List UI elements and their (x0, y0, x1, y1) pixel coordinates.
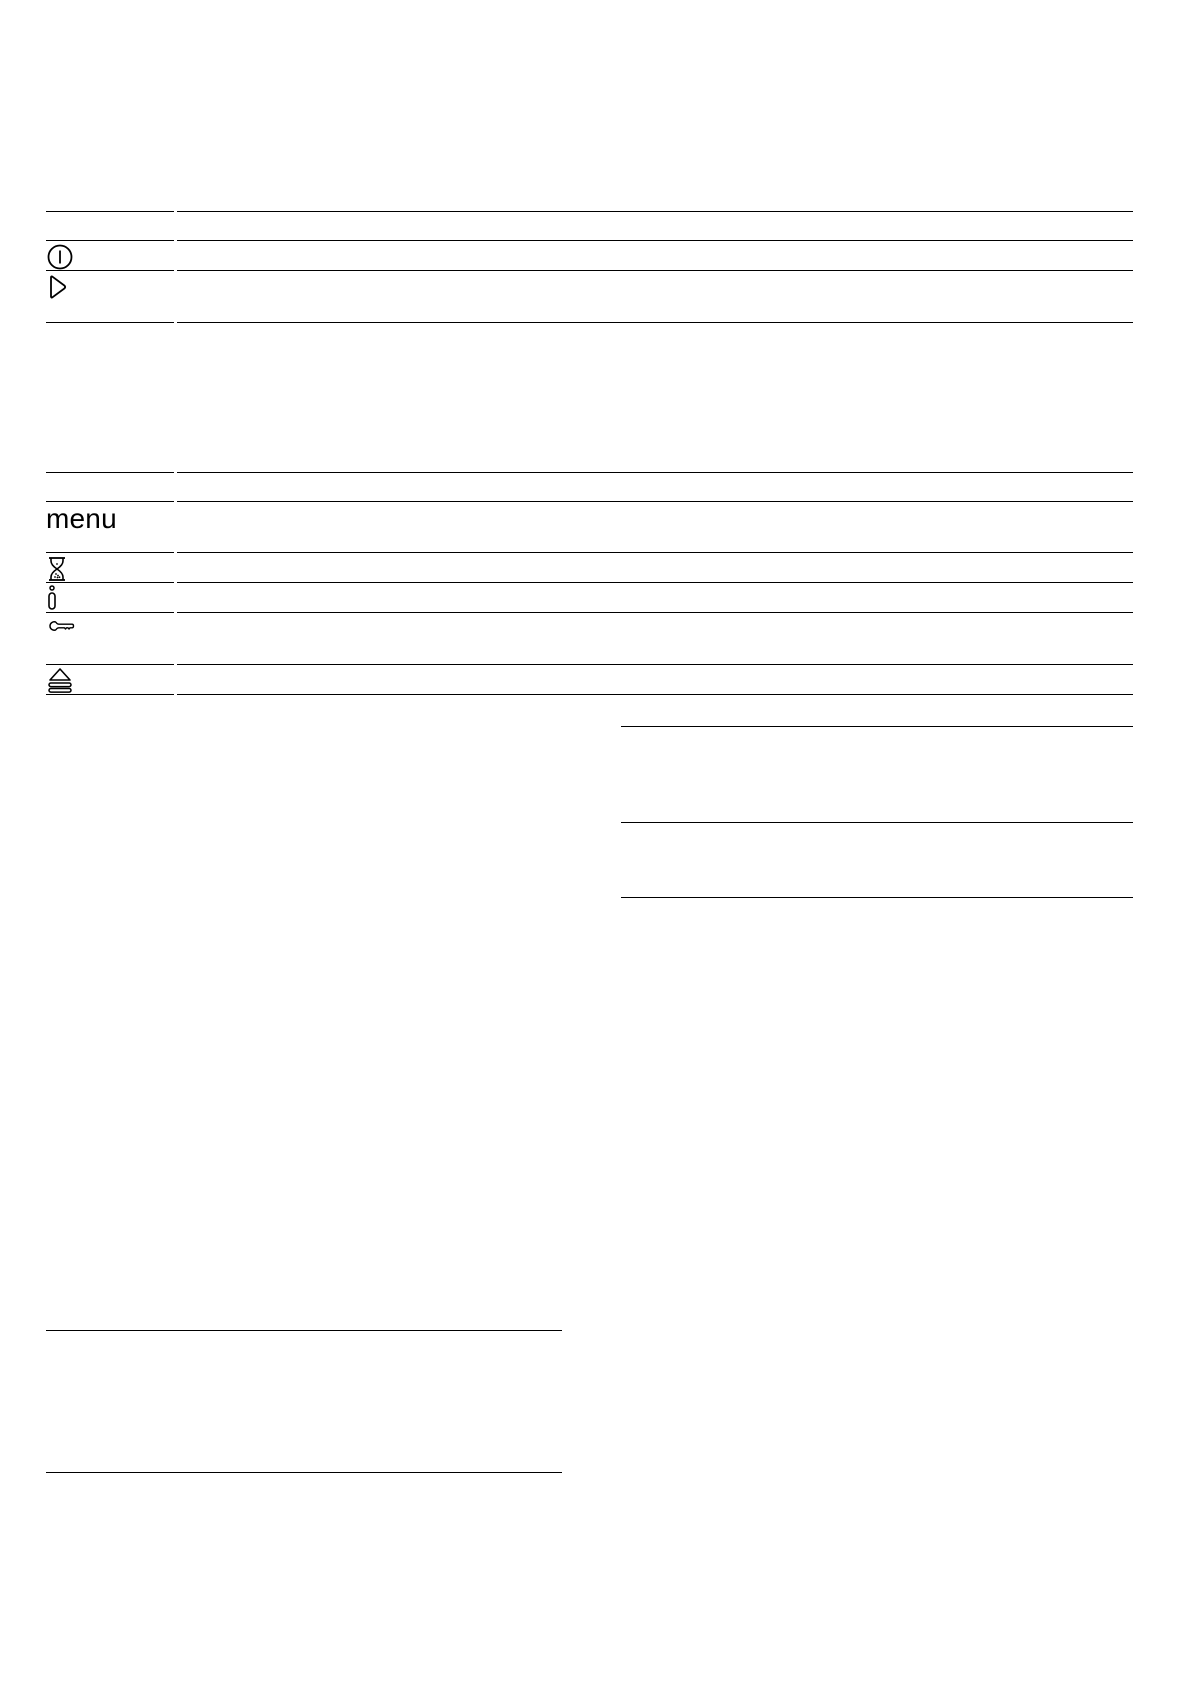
table-two-header-rule (46, 472, 1133, 473)
table-one-row-rule (46, 270, 1133, 271)
table-two-row-rule (46, 664, 1133, 665)
left-note-top-rule (46, 1330, 562, 1331)
table-one-bottom-rule (46, 322, 1133, 323)
play-icon (48, 274, 68, 300)
note-bottom-rule (621, 897, 1133, 898)
table-one-row-rule (46, 240, 1133, 241)
info-icon (47, 585, 59, 611)
power-icon (47, 244, 73, 270)
note-middle-rule (621, 822, 1133, 823)
table-one-header-rule (46, 211, 1133, 212)
menu-label: menu (46, 503, 117, 534)
note-top-rule (621, 726, 1133, 727)
door-open-icon (47, 667, 73, 693)
table-two-row-rule (46, 612, 1133, 613)
left-note-bottom-rule (46, 1472, 562, 1473)
hourglass-icon (47, 556, 67, 582)
table-two-row-rule (46, 501, 1133, 502)
table-two-row-rule (46, 582, 1133, 583)
table-two-row-rule (46, 552, 1133, 553)
key-icon (47, 619, 75, 633)
table-two-bottom-rule (46, 694, 1133, 695)
